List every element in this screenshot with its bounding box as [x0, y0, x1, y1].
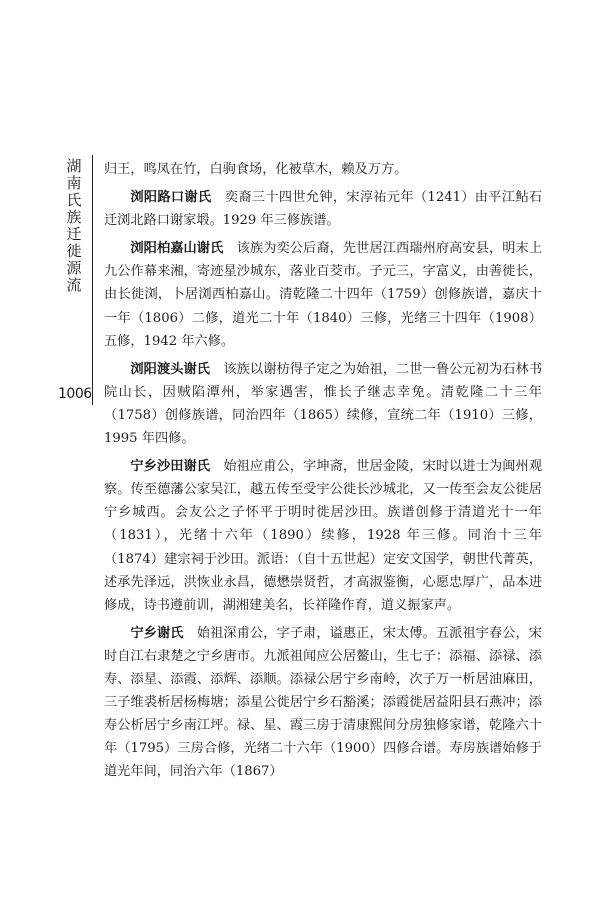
side-title: 湖南氏族迁徙源流	[66, 157, 82, 294]
paragraph-heading: 浏阳渡头谢氏	[130, 361, 211, 377]
paragraph-text: 该族以谢枋得子定之为始祖，二世一鲁公元初为石林书院山长，因贼陷潭州，举家遇害，惟长子继志幸免。清乾隆二十三年（1758）创修族谱，同治四年（1865）续修，宣统二年（1910）三修，1995 年四修。	[104, 361, 543, 447]
side-rule	[92, 155, 93, 405]
paragraph-text: 始祖应甫公，字坤斋，世居金陵，宋时以进士为闽州观察。传至德藩公家吴江，越五传至受宇公徙长沙城北，又一传至会友公徙居宁乡城西。会友公之子怀平于明时徙居沙田。族谱创修于清道光十一年（1831），光绪十六年（1890）续修，1928 年三修。同治十三年（1874）建宗祠于沙田。派语：（自十五世起）定安文国学，朝世代菁英，述承先泽远，洪恢业永昌，德懋崇贤哲，才高淑鉴衡，心愿忠厚广，品本进修成，诗书遵前训，湖湘建美名，长祥隆作育，道义振家声。	[104, 459, 543, 613]
paragraph-text: 始祖深甫公，字子肃，谥惠正，宋太傅。五派祖宇春公，宋时自江右隶楚之宁乡唐市。九派祖闻应公居鳌山，生七子：添福、添禄、添寿、添星、添霞、添辉、添顺。添禄公居宁乡南岭，次子万一析居油麻田，三子维裘析居杨梅塘；添星公徙居宁乡石豁溪；添霞徙居益阳县石燕冲；添寿公析居宁乡南江坪。禄、星、霞三房于清康熙间分房独修家谱，乾隆六十年（1795）三房合修，光绪二十六年（1900）四修合谱。寿房族谱始修于道光年间，同治六年（1867）	[104, 625, 542, 780]
paragraph-dutou-xie	[104, 358, 542, 450]
paragraph-heading: 宁乡沙田谢氏	[130, 459, 211, 475]
paragraph-heading: 宁乡谢氏	[130, 625, 184, 641]
paragraph-ningxiang-xie	[104, 622, 542, 784]
paragraph-text: 该族为奕公后裔，先世居江西瑞州府高安县，明末上九公作幕来湘，寄迹星沙城东，落业百茭市。子元三，字富义，由善徙长，由长徙浏，卜居浏西柏嘉山。清乾隆二十四年（1759）创修族谱，嘉庆十一年（1806）二修，道光二十年（1840）三修，光绪三十四年（1908）五修，1942 年六修。	[104, 241, 543, 349]
body-text	[104, 158, 542, 783]
paragraph-heading: 浏阳柏嘉山谢氏	[130, 241, 224, 257]
paragraph-baijiashan-xie	[104, 237, 542, 352]
paragraph-luokou-xie	[104, 186, 542, 232]
paragraph-continuation	[104, 158, 542, 181]
paragraph-shatian-xie	[104, 455, 542, 617]
paragraph-text: 奕裔三十四世允钟，宋淳祐元年（1241）由平江鲇石迁浏北路口谢家塅。1929 年三修族谱。	[104, 190, 543, 229]
paragraph-text: 归王，鸣凤在竹，白驹食场，化被草木，赖及万方。	[104, 162, 408, 177]
paragraph-heading: 浏阳路口谢氏	[130, 190, 212, 206]
page-number: 1006	[58, 386, 92, 402]
